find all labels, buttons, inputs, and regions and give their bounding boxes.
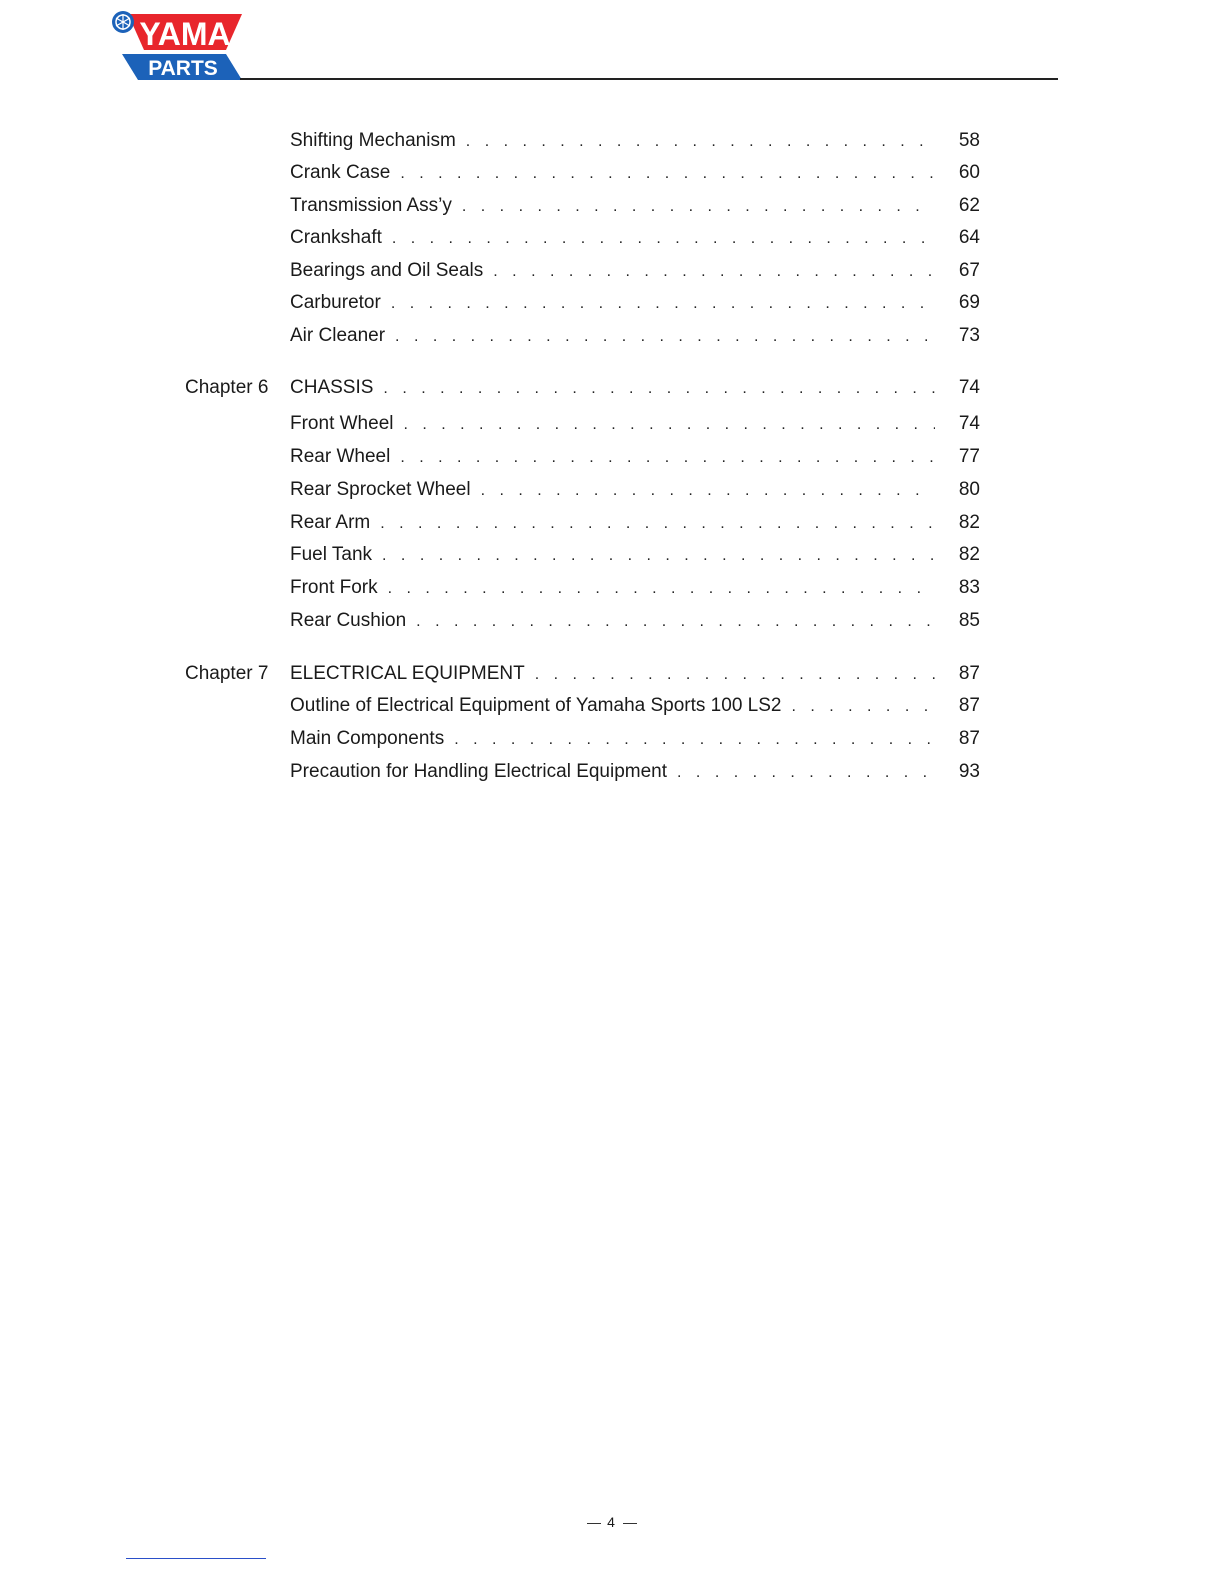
toc-page-number: 60 [958, 162, 980, 183]
toc-leader-dots [400, 444, 935, 472]
toc-title: CHASSIS [290, 377, 374, 398]
toc-title: ELECTRICAL EQUIPMENT [290, 663, 525, 684]
toc-leader-dots [380, 510, 935, 538]
toc-page-number: 73 [958, 325, 980, 346]
toc-leader-dots [388, 575, 935, 603]
toc-title: Main Components [290, 728, 445, 749]
toc-page-number: 87 [958, 663, 980, 684]
toc-leader-dots [416, 608, 935, 636]
toc-leader-dots [535, 661, 935, 689]
toc-page-number: 67 [958, 260, 980, 281]
toc-leader-dots [403, 411, 935, 439]
toc-page-number: 64 [958, 227, 980, 248]
toc-title: Crankshaft [290, 227, 382, 248]
toc-title: Outline of Electrical Equipment of Yamaha Sports 100 LS2 [290, 695, 782, 716]
toc-page-number: 87 [958, 728, 980, 749]
toc-title: Precaution for Handling Electrical Equipment [290, 761, 668, 782]
toc-leader-dots [400, 160, 935, 188]
toc-title: Rear Wheel [290, 446, 391, 467]
toc-row [185, 374, 980, 402]
toc-page-number: 74 [958, 377, 980, 398]
toc-page-number: 87 [958, 695, 980, 716]
toc-page-number: 83 [958, 577, 980, 598]
toc-row [185, 476, 980, 504]
toc-page-number: 85 [958, 610, 980, 631]
toc-title: Rear Cushion [290, 610, 407, 631]
yama-parts-logo [110, 8, 250, 82]
toc-title: Crank Case [290, 162, 391, 183]
toc-title: Carburetor [290, 292, 381, 313]
toc-leader-dots [677, 759, 935, 787]
header-rule [240, 78, 1058, 80]
toc-leader-dots [382, 542, 935, 570]
toc-row [185, 660, 980, 688]
toc-leader-dots [462, 193, 935, 221]
toc-row [185, 541, 980, 569]
toc-leader-dots [392, 225, 935, 253]
toc-row [185, 159, 980, 187]
toc-title: Fuel Tank [290, 544, 373, 565]
toc-page-number: 62 [958, 195, 980, 216]
toc-title: Shifting Mechanism [290, 130, 456, 151]
toc-leader-dots [466, 128, 935, 156]
toc-leader-dots [493, 258, 935, 286]
toc-page-number: 69 [958, 292, 980, 313]
toc-page-number: 74 [958, 413, 980, 434]
toc-chapter: Chapter 6 [185, 377, 269, 398]
toc-leader-dots [791, 693, 935, 721]
toc-row [185, 607, 980, 635]
toc-row [185, 410, 980, 438]
toc-title: Air Cleaner [290, 325, 386, 346]
toc-leader-dots [391, 290, 935, 318]
toc-title: Bearings and Oil Seals [290, 260, 484, 281]
footer-page-number: 4 [607, 1514, 617, 1530]
toc-title: Front Fork [290, 577, 378, 598]
toc-row [185, 127, 980, 155]
toc-page-number: 58 [958, 130, 980, 151]
toc-title: Front Wheel [290, 413, 394, 434]
toc-page-number: 82 [958, 512, 980, 533]
toc-row [185, 509, 980, 537]
toc-leader-dots [481, 477, 935, 505]
page-number-footer [0, 1514, 1224, 1530]
footer-dash [587, 1523, 601, 1524]
toc-page-number: 82 [958, 544, 980, 565]
toc-title: Transmission Ass’y [290, 195, 452, 216]
toc-leader-dots [383, 375, 935, 403]
toc-leader-dots [395, 323, 935, 351]
toc-chapter: Chapter 7 [185, 663, 269, 684]
toc-row [185, 322, 980, 350]
toc-row [185, 289, 980, 317]
toc-row [185, 257, 980, 285]
bottom-rule [126, 1558, 266, 1559]
toc-page-number: 80 [958, 479, 980, 500]
toc-title: Rear Sprocket Wheel [290, 479, 471, 500]
toc-row [185, 443, 980, 471]
toc-page-number: 93 [958, 761, 980, 782]
logo-top-text: YAMA [139, 16, 231, 52]
toc-row [185, 725, 980, 753]
toc-row [185, 692, 980, 720]
toc-row [185, 192, 980, 220]
logo-bottom-text: PARTS [148, 57, 218, 80]
toc-row [185, 758, 980, 786]
toc-row [185, 224, 980, 252]
toc-title: Rear Arm [290, 512, 371, 533]
toc-leader-dots [454, 726, 935, 754]
toc-page-number: 77 [958, 446, 980, 467]
toc-row [185, 574, 980, 602]
footer-dash [623, 1523, 637, 1524]
